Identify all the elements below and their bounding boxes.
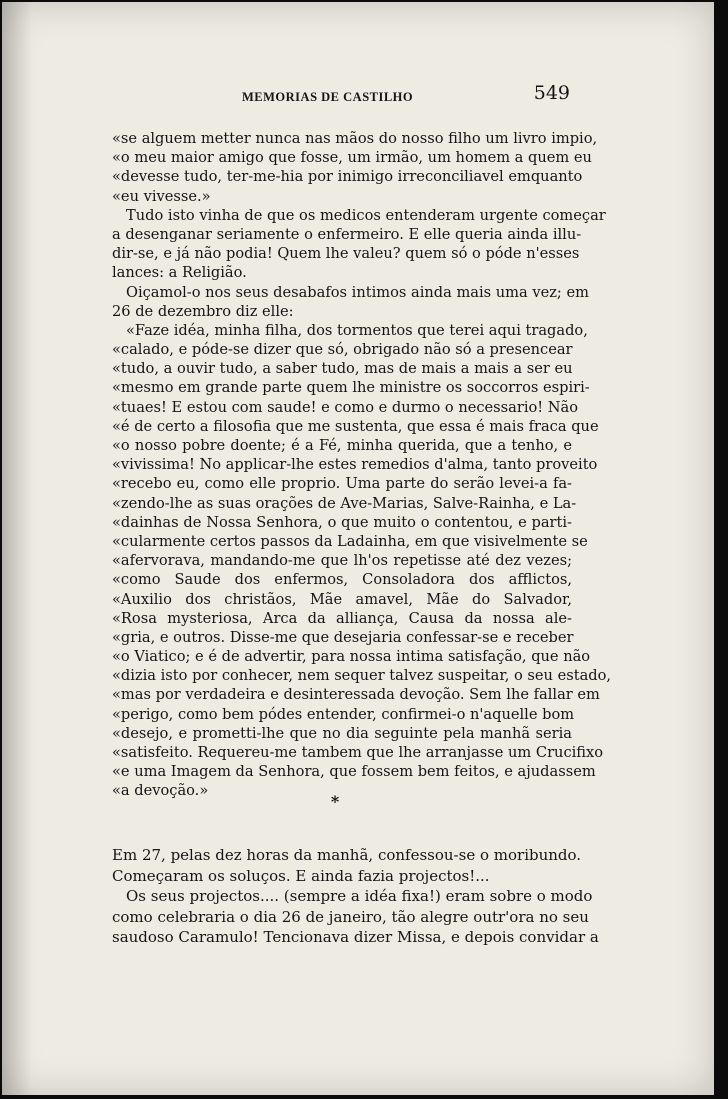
text-line: «Rosa mysteriosa, Arca da alliança, Causa da nossa ale- — [112, 609, 572, 627]
text-line: «gria, e outros. Disse-me que desejaria confessar-se e receber — [112, 628, 574, 646]
text-line: «tudo, a ouvir tudo, a saber tudo, mas de mais a mais a ser eu — [112, 360, 573, 378]
text-line: «Faze idéa, minha filha, dos tormentos que terei aqui tragado, — [126, 321, 588, 339]
text-line: Começaram os soluços. E ainda fazia projectos!... — [112, 866, 490, 885]
text-line: «dainhas de Nossa Senhora, o que muito o contentou, e parti- — [112, 513, 572, 531]
text-line: Oiçamol-o nos seus desabafos intimos ainda mais uma vez; em — [126, 283, 589, 301]
text-line: «o meu maior amigo que fosse, um irmão, um homem a quem eu — [112, 149, 592, 167]
text-line: «é de certo a filosofia que me sustenta, que essa é mais fraca que — [112, 417, 599, 435]
body-text — [112, 129, 612, 801]
text-line: «cularmente certos passos da Ladainha, em que visivelmente se — [112, 532, 588, 550]
text-line: «recebo eu, como elle proprio. Uma parte do serão levei-a fa- — [112, 475, 572, 493]
text-line: a desenganar seriamente o enfermeiro. E elle queria ainda illu- — [112, 225, 582, 243]
text-line: «satisfeito. Requereu-me tambem que lhe arranjasse um Crucifixo — [112, 744, 604, 761]
text-line: «desejo, e prometti-lhe que no dia seguinte pela manhã seria — [112, 724, 572, 742]
text-line: «Auxilio dos christãos, Mãe amavel, Mãe do Salvador, — [112, 590, 572, 608]
text-line: «afervorava, mandando-me que lh'os repetisse até dez vezes; — [112, 552, 572, 570]
text-line: «mas por verdadeira e desinteressada devoção. Sem lhe fallar em — [112, 686, 600, 704]
text-line: lances: a Religião. — [112, 264, 247, 282]
text-line: como celebraria o dia 26 de janeiro, tão alegre outr'ora no seu — [112, 907, 589, 926]
text-line: «calado, e póde-se dizer que só, obrigado não só a presencear — [112, 341, 573, 359]
text-line: Tudo isto vinha de que os medicos entenderam urgente começar — [126, 206, 606, 224]
text-line: 26 de dezembro diz elle: — [112, 302, 294, 320]
text-line: «o nosso pobre doente; é a Fé, minha querida, que a tenho, e — [112, 437, 572, 454]
text-line: «a devoção.» — [112, 782, 209, 800]
page-number: 549 — [533, 82, 570, 104]
text-line: dir-se, e já não podia! Quem lhe valeu? quem só o póde n'esses — [112, 245, 580, 263]
text-line: «tuaes! E estou com saude! e como e durmo o necessario! Não — [112, 398, 579, 416]
text-line: «zendo-lhe as suas orações de Ave-Marias, Salve-Rainha, e La- — [112, 494, 577, 512]
running-header — [112, 82, 572, 112]
text-line: «e uma Imagem da Senhora, que fossem bem feitos, e ajudassem — [112, 763, 596, 781]
text-line: «devesse tudo, ter-me-hia por inimigo irreconciliavel emquanto — [112, 168, 583, 186]
text-line: «se alguem metter nunca nas mãos do nosso filho um livro impio, — [112, 130, 598, 147]
text-line: «dizia isto por conhecer, nem sequer talvez suspeitar, o seu estado, — [112, 667, 612, 685]
text-line: Em 27, pelas dez horas da manhã, confessou-se o moribundo. — [112, 846, 582, 864]
section-separator: * — [330, 792, 340, 811]
text-line: «o Viatico; e é de advertir, para nossa intima satisfação, que não — [112, 648, 591, 666]
text-line: «como Saude dos enfermos, Consoladora dos afflictos, — [112, 571, 572, 589]
text-line: Os seus projectos.... (sempre a idéa fixa!) eram sobre o modo — [126, 887, 593, 905]
text-line: «perigo, como bem pódes entender, confirmei-o n'aquelle bom — [112, 705, 575, 723]
text-line: «mesmo em grande parte quem lhe ministre os soccorros espiri- — [112, 379, 590, 397]
text-line: saudoso Caramulo! Tencionava dizer Missa, e depois convidar a — [112, 928, 599, 946]
second-section-text — [112, 845, 599, 948]
text-line: «vivissima! No applicar-lhe estes remedios d'alma, tanto proveito — [112, 456, 598, 474]
text-line: «eu vivesse.» — [112, 187, 211, 205]
page-spine-shadow — [2, 2, 32, 1095]
running-title: MEMORIAS DE CASTILHO — [242, 90, 414, 104]
book-page — [2, 2, 714, 1095]
